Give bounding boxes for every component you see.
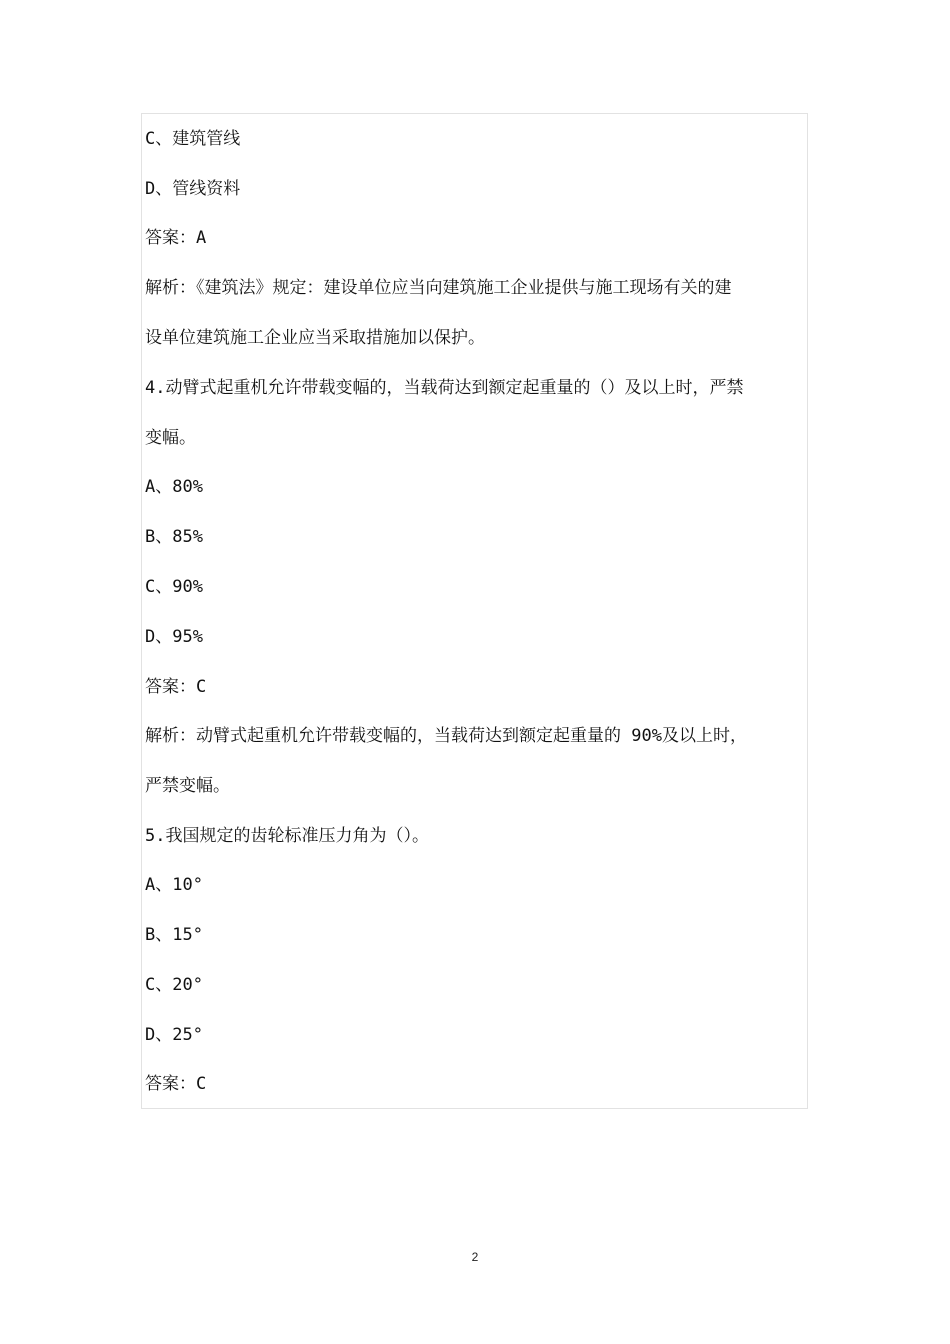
option-c-q4: C、90% [145,577,203,597]
option-b-q5: B、15° [145,925,203,945]
answer-q5: 答案：C [145,1074,207,1094]
content-frame [141,113,808,1109]
option-d-q5: D、25° [145,1025,203,1045]
question-5: 5.我国规定的齿轮标准压力角为（）。 [145,826,429,846]
explanation-q3-line2: 设单位建筑施工企业应当采取措施加以保护。 [145,328,485,348]
question-4-line1: 4.动臂式起重机允许带载变幅的，当载荷达到额定起重量的（）及以上时，严禁 [145,378,744,398]
option-a-q4: A、80% [145,477,203,497]
explanation-q4-line1: 解析：动臂式起重机允许带载变幅的，当载荷达到额定起重量的 90%及以上时， [145,726,747,746]
answer-q4: 答案：C [145,677,207,697]
option-a-q5: A、10° [145,875,203,895]
explanation-q4-line2: 严禁变幅。 [145,776,230,796]
answer-q3: 答案：A [145,228,207,248]
option-d-q3: D、管线资料 [145,179,241,199]
page-number: 2 [471,1250,479,1264]
option-c-q5: C、20° [145,975,203,995]
option-d-q4: D、95% [145,627,203,647]
option-c-q3: C、建筑管线 [145,129,241,149]
question-4-line2: 变幅。 [145,428,196,448]
option-b-q4: B、85% [145,527,203,547]
explanation-q3-line1: 解析：《建筑法》规定：建设单位应当向建筑施工企业提供与施工现场有关的建 [145,278,732,298]
